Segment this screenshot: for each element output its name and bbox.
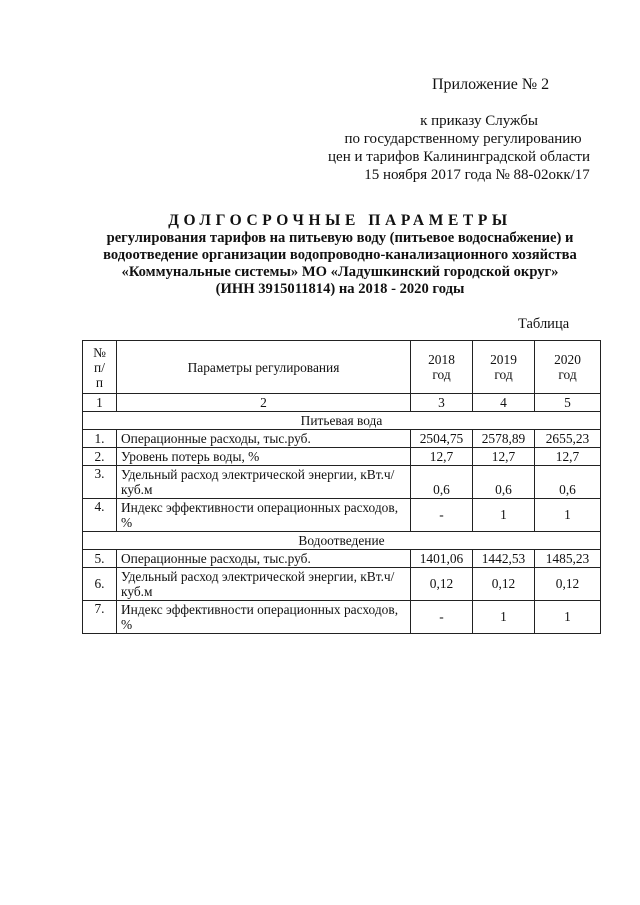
row-value-2020: 1485,23: [535, 550, 601, 568]
row-num: 4.: [83, 499, 117, 532]
section-row: [83, 532, 601, 550]
row-value-2020: 1: [535, 499, 601, 532]
document-title: [60, 212, 620, 298]
title-line: «Коммунальные системы» МО «Ладушкинский городской округ»: [121, 264, 559, 280]
row-value-2019: 1442,53: [473, 550, 535, 568]
index-row: [83, 394, 601, 412]
index-cell: 3: [411, 394, 473, 412]
row-param: Индекс эффективности операционных расходов, %: [117, 499, 411, 532]
table-caption: Таблица: [518, 316, 570, 332]
row-value-2018: 0,12: [411, 568, 473, 601]
row-value-2019: 2578,89: [473, 430, 535, 448]
header-param: Параметры регулирования: [117, 341, 411, 394]
row-value-2019: 0,12: [473, 568, 535, 601]
row-value-2019: 1: [473, 601, 535, 634]
table-row: [83, 499, 601, 532]
row-param: Удельный расход электрической энергии, кВт.ч/куб.м: [117, 466, 411, 499]
index-cell: 1: [83, 394, 117, 412]
order-line: к приказу Службы: [420, 113, 538, 129]
section-drinking-water: Питьевая вода: [83, 412, 601, 430]
table-row: [83, 568, 601, 601]
index-cell: 5: [535, 394, 601, 412]
row-value-2020: 0,12: [535, 568, 601, 601]
row-value-2018: 2504,75: [411, 430, 473, 448]
order-line: по государственному регулированию: [344, 131, 582, 147]
table-header-row: [83, 341, 601, 394]
parameters-table: [82, 340, 601, 634]
row-param: Индекс эффективности операционных расходов, %: [117, 601, 411, 634]
row-value-2018: 0,6: [411, 466, 473, 499]
order-date-line: 15 ноября 2017 года № 88-02окк/17: [364, 167, 590, 183]
row-param: Операционные расходы, тыс.руб.: [117, 550, 411, 568]
row-param: Уровень потерь воды, %: [117, 448, 411, 466]
row-value-2018: 12,7: [411, 448, 473, 466]
row-value-2020: 12,7: [535, 448, 601, 466]
row-num: 6.: [83, 568, 117, 601]
table-row: [83, 601, 601, 634]
header-year-2019: 2019 год: [473, 341, 535, 394]
row-value-2020: 2655,23: [535, 430, 601, 448]
row-value-2019: 1: [473, 499, 535, 532]
section-row: [83, 412, 601, 430]
row-param: Удельный расход электрической энергии, кВт.ч/куб.м: [117, 568, 411, 601]
table-row: [83, 448, 601, 466]
header-year-2018: 2018 год: [411, 341, 473, 394]
row-param: Операционные расходы, тыс.руб.: [117, 430, 411, 448]
title-line: водоотведение организации водопроводно-канализационного хозяйства: [103, 247, 577, 263]
table-row: [83, 466, 601, 499]
row-num: 2.: [83, 448, 117, 466]
row-num: 5.: [83, 550, 117, 568]
row-value-2019: 12,7: [473, 448, 535, 466]
header-num: № п/ п: [83, 341, 117, 394]
row-value-2020: 1: [535, 601, 601, 634]
index-cell: 2: [117, 394, 411, 412]
title-heading: ДОЛГОСРОЧНЫЕ ПАРАМЕТРЫ: [168, 212, 512, 229]
row-value-2020: 0,6: [535, 466, 601, 499]
row-num: 3.: [83, 466, 117, 499]
order-line: цен и тарифов Калининградской области: [328, 149, 590, 165]
row-value-2018: -: [411, 601, 473, 634]
table-row: [83, 430, 601, 448]
header-year-2020: 2020 год: [535, 341, 601, 394]
row-value-2018: -: [411, 499, 473, 532]
title-line: (ИНН 3915011814) на 2018 - 2020 годы: [215, 281, 465, 297]
row-num: 7.: [83, 601, 117, 634]
row-num: 1.: [83, 430, 117, 448]
table-row: [83, 550, 601, 568]
index-cell: 4: [473, 394, 535, 412]
row-value-2018: 1401,06: [411, 550, 473, 568]
row-value-2019: 0,6: [473, 466, 535, 499]
section-wastewater: Водоотведение: [83, 532, 601, 550]
title-line: регулирования тарифов на питьевую воду (питьевое водоснабжение) и: [106, 230, 574, 246]
order-reference: [290, 112, 630, 184]
appendix-label: Приложение № 2: [432, 76, 550, 93]
